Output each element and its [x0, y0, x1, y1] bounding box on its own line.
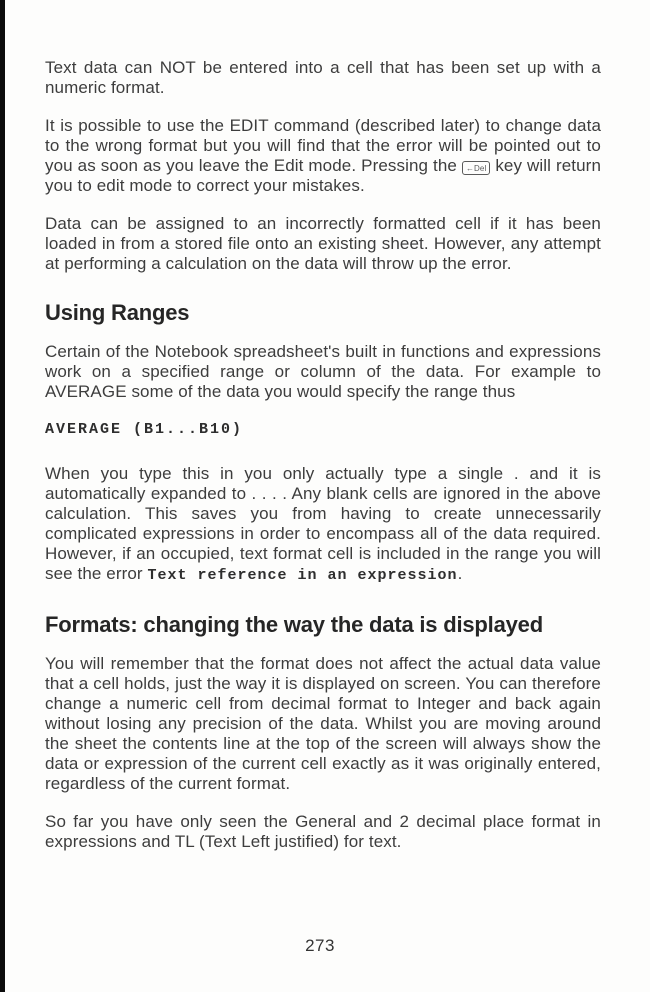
page-content	[45, 58, 601, 870]
scan-edge-artifact	[0, 0, 5, 992]
paragraph-range-expansion-text: When you type this in you only actually type a single . and it is automatically expanded to . . . . Any blank cells are ignored in the above calculation. This saves you from having to create unnecessarily complicated expressions in order to encompass all of the data required. However, if an occupied, text format cell is included in the range you will see the error	[45, 464, 601, 583]
paragraph-assigned-data: Data can be assigned to an incorrectly formatted cell if it has been loaded in from a stored file onto an existing sheet. However, any attempt at performing a calculation on the data will throw up the error.	[45, 214, 601, 273]
heading-formats: Formats: changing the way the data is displayed	[45, 612, 543, 637]
paragraph-formats-seen-so-far: So far you have only seen the General and 2 decimal place format in expressions and TL (Text Left justified) for text.	[45, 812, 601, 851]
page-number: 273	[305, 936, 335, 955]
del-key-icon	[462, 161, 490, 175]
paragraph-edit-command-after: key will return you to edit mode to correct your mistakes.	[45, 156, 601, 195]
code-average-range: AVERAGE (B1...B10)	[45, 421, 244, 438]
error-message-code: Text reference in an expression	[147, 567, 458, 584]
paragraph-edit-command-before: It is possible to use the EDIT command (described later) to change data to the wrong format but you will find that the error will be pointed out to you as soon as you leave the Edit mode. Pressing the	[45, 116, 601, 175]
paragraph-range-expansion	[45, 464, 601, 586]
paragraph-ranges-intro: Certain of the Notebook spreadsheet's built in functions and expressions work on a specified range or column of the data. For example to AVERAGE some of the data you would specify the range thus	[45, 342, 601, 401]
heading-using-ranges: Using Ranges	[45, 300, 190, 325]
paragraph-formats-explanation: You will remember that the format does not affect the actual data value that a cell holds, just the way it is displayed on screen. You can therefore change a numeric cell from decimal format to Integer and back again without losing any precision of the data. Whilst you are moving around the sheet the contents line at the top of the screen will always show the data or expression of the current cell exactly as it was originally entered, regardless of the current format.	[45, 654, 601, 793]
del-key-label: ←Del	[465, 164, 487, 173]
paragraph-text-data: Text data can NOT be entered into a cell that has been set up with a numeric format.	[45, 58, 601, 97]
paragraph-edit-command	[45, 116, 601, 196]
paragraph-range-expansion-period: .	[457, 564, 463, 583]
